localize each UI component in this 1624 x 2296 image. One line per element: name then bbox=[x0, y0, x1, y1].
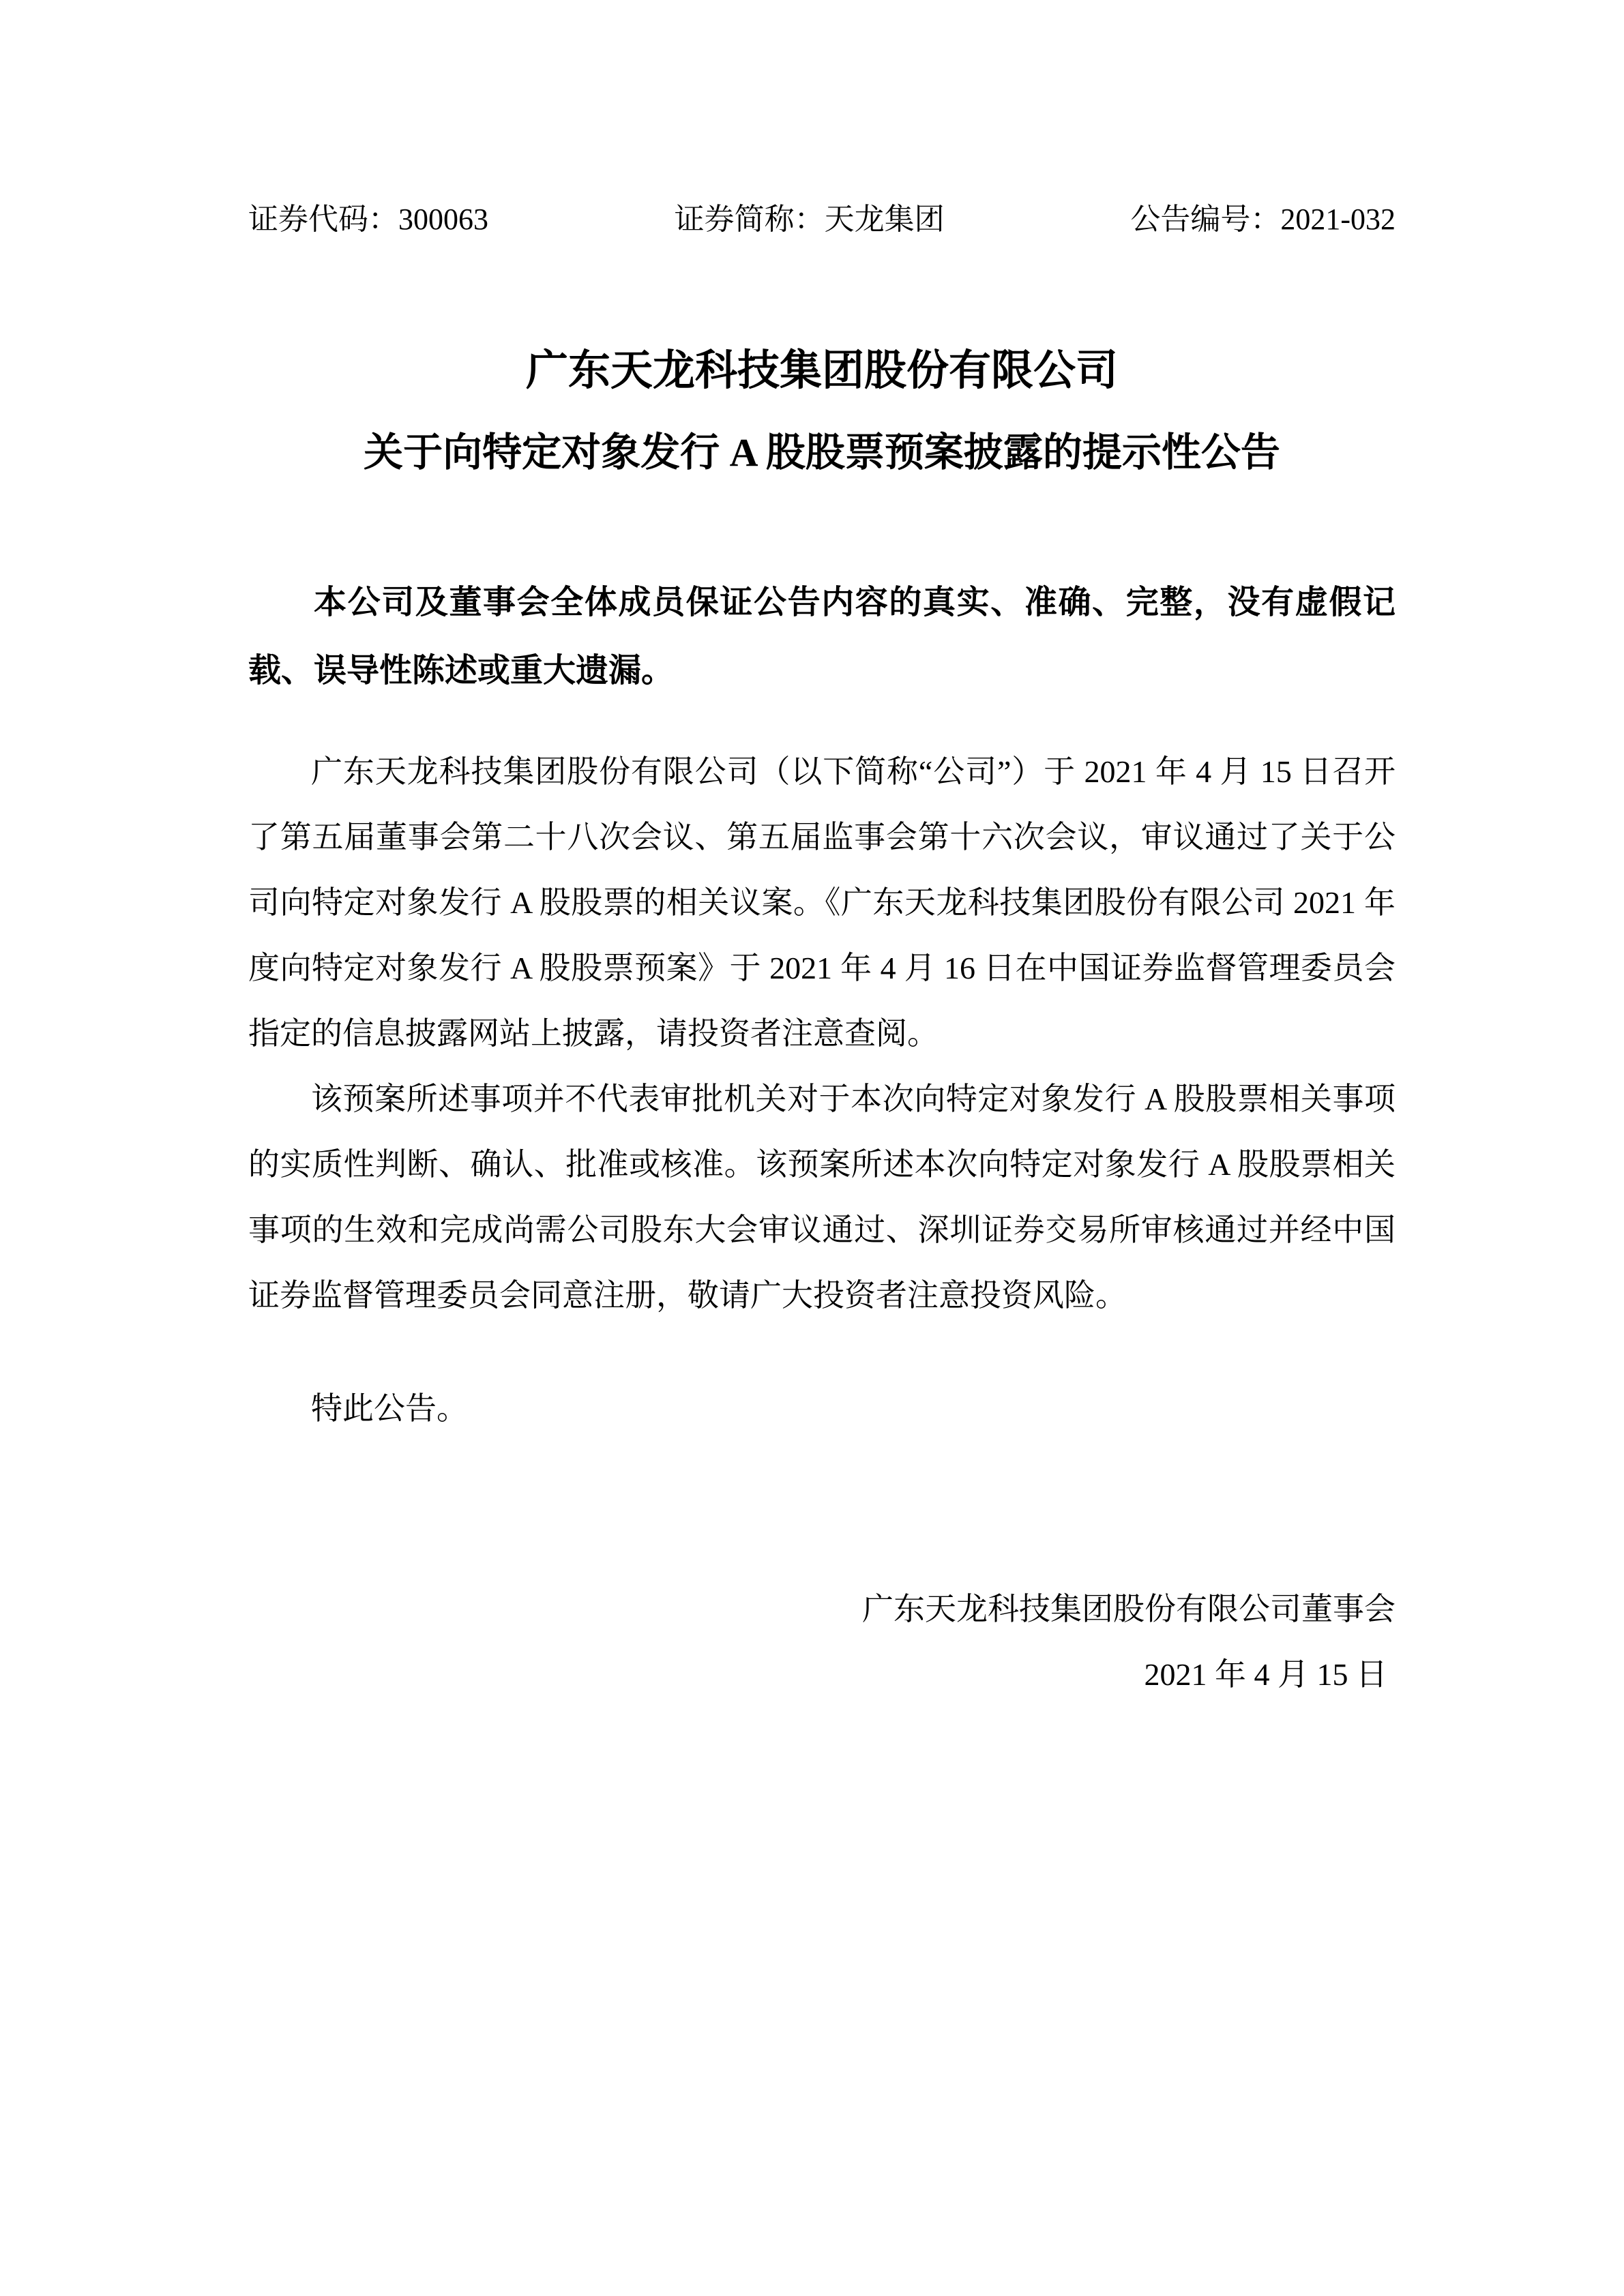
body-paragraph-2: 该预案所述事项并不代表审批机关对于本次向特定对象发行 A 股股票相关事项的实质性判断、确认、批准或核准。该预案所述本次向特定对象发行 A 股股票相关事项的生效和完成尚需公司股东大会审议通过、深圳证券交易所审核通过并经中国证券监督管理委员会同意注册，敬请广大投资者注意投资风险。 bbox=[248, 1082, 1396, 1313]
announcement-number-label: 公告编号：2021-032 bbox=[1130, 203, 1396, 236]
signature-date: 2021 年 4 月 15 日 bbox=[1144, 1657, 1387, 1692]
stock-name-label: 证券简称：天龙集团 bbox=[674, 203, 945, 236]
stock-code-label: 证券代码：300063 bbox=[248, 203, 488, 236]
closing-line: 特此公告。 bbox=[311, 1391, 468, 1426]
body-paragraph-1: 广东天龙科技集团股份有限公司（以下简称“公司”）于 2021 年 4 月 15 日召开了第五届董事会第二十八次会议、第五届监事会第十六次会议，审议通过了关于公司向特定对象发行 A 股股票的相关议案。《广东天龙科技集团股份有限公司 2021 年度向特定对象发行 A 股股票预案》于 2021 年 4 月 16 日在中国证券监督管理委员会指定的信息披露网站上披露，请投资者注意查阅。 bbox=[248, 754, 1396, 1051]
company-title: 广东天龙科技集团股份有限公司 bbox=[525, 348, 1118, 394]
document-header bbox=[248, 198, 1396, 241]
signature-issuer: 广东天龙科技集团股份有限公司董事会 bbox=[862, 1592, 1396, 1626]
announcement-title: 关于向特定对象发行 A 股股票预案披露的提示性公告 bbox=[364, 430, 1280, 475]
board-declaration-paragraph: 本公司及董事会全体成员保证公告内容的真实、准确、完整，没有虚假记载、误导性陈述或重大遗漏。 bbox=[248, 584, 1396, 689]
signature-block bbox=[248, 1577, 1396, 1708]
